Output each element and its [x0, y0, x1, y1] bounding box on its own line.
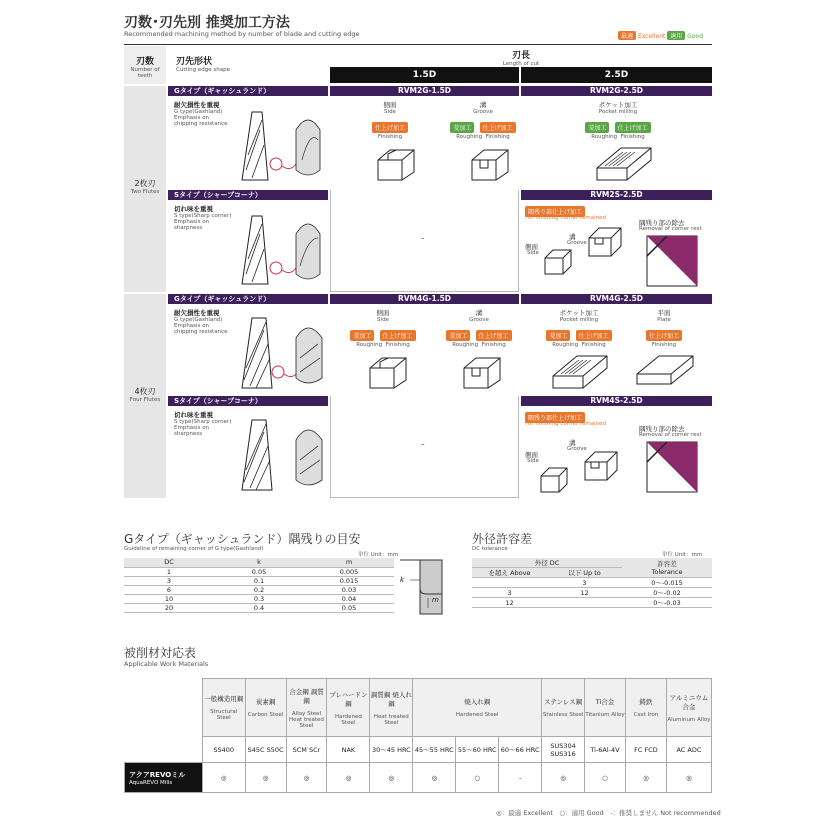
- tag-finishing-en: Finishing: [651, 342, 677, 348]
- tag-corner-finishing: 隅残り部仕上げ加工: [525, 412, 585, 423]
- legend-excellent-badge: 最適: [618, 31, 636, 40]
- header-m: m: [304, 558, 394, 567]
- removal-label-jp: 隅残り部の除去: [639, 425, 685, 433]
- groove-label-jp: 溝: [569, 233, 576, 241]
- rating-cell: ○: [456, 763, 499, 793]
- table-row: [472, 578, 712, 588]
- cell: 10: [124, 594, 214, 603]
- material-grade: Ti-6Al-4V: [585, 737, 626, 763]
- materials-table: [124, 678, 712, 793]
- guideline-unit: 単位 Unit：mm: [358, 552, 399, 558]
- cell: 3: [547, 578, 622, 588]
- groove-label-en: Groove: [567, 446, 587, 452]
- row-2s-emph-jp: 切れ味を重視: [174, 205, 213, 213]
- header-dc: 外径 DC: [472, 558, 622, 568]
- op-groove-jp: 溝: [479, 101, 487, 109]
- row-4g-emph-en1: G type(Gashland): [174, 317, 223, 323]
- hardened-steel-jp: 焼入れ鋼: [464, 698, 491, 706]
- not-available-dash: –: [421, 234, 425, 242]
- cell: 20: [124, 603, 214, 612]
- op-side-jp: 側面: [376, 309, 390, 317]
- header-k: k: [214, 558, 304, 567]
- four-flutes-jp: 4枚刃: [134, 387, 156, 396]
- row-4s-emph-en1: S type(Sharp corner): [174, 419, 232, 425]
- row-4g-type-title: Gタイプ（ギャッシュランド）: [168, 294, 328, 304]
- material-grade: SUS304 SUS316: [542, 737, 585, 763]
- row-2s-emph-en2: Emphasis on: [174, 219, 210, 225]
- cell: 0.1: [214, 576, 304, 585]
- op-plate: [639, 308, 689, 348]
- op-side-en: Side: [377, 317, 389, 323]
- legend-excellent-text: Excellent: [637, 33, 666, 40]
- header-tolerance-en: Tolerance: [651, 568, 683, 576]
- col-2-5d-head: 2.5D: [521, 67, 712, 83]
- edge-head: [168, 46, 328, 84]
- table-row: [124, 567, 394, 576]
- tag-finishing-en: Finishing: [385, 342, 410, 348]
- side-label-en: Side: [527, 250, 539, 256]
- op-side: [348, 308, 418, 348]
- material-en: Aluminum Alloy: [667, 716, 711, 723]
- header-dc: DC: [124, 558, 214, 567]
- cell: 0.005: [304, 567, 394, 576]
- page-title: 刃数･刃先別 推奨加工方法: [124, 15, 290, 31]
- cell: 0～-0.015: [622, 578, 712, 588]
- materials-subtitle: Applicable Work Materials: [124, 660, 209, 668]
- tag-finishing-en: Finishing: [377, 134, 403, 140]
- row-2g-emph-en2: Emphasis on: [174, 115, 210, 121]
- flutes-head-en: Number of teeth: [130, 67, 160, 79]
- row-4s-2-5d-cell: [521, 408, 712, 498]
- corner-remaining-diagram: [398, 558, 446, 616]
- flutes-head: [124, 46, 166, 84]
- cell: 3: [472, 588, 547, 598]
- plate-milling-block-icon: [635, 352, 695, 388]
- tag-roughing: 荒加工: [350, 330, 374, 341]
- row-4g-emph-jp: 耐欠損性を重視: [174, 309, 220, 317]
- row-2s-1-5d-cell-empty: [330, 190, 519, 292]
- table-row: [124, 603, 394, 612]
- tag-finishing: 仕上げ加工: [480, 122, 516, 133]
- g-type-2-flute-tool-illustration: [238, 100, 326, 186]
- op-pocket-en: Pocket milling: [598, 109, 638, 115]
- row-4g-emph-en3: chipping resistance: [174, 329, 228, 335]
- tag-corner-finishing: 隅残り部仕上げ加工: [525, 206, 585, 217]
- table-row: [124, 585, 394, 594]
- edge-head-en: Cutting edge shape: [176, 67, 230, 73]
- not-available-dash: –: [421, 440, 425, 448]
- page-subtitle: Recommended machining method by number of blade and cutting edge: [124, 30, 360, 38]
- tag-roughing-en: Roughing: [356, 342, 383, 348]
- groove-block-small-icon: [587, 224, 623, 258]
- tag-finishing-en: Finishing: [620, 134, 645, 140]
- material-jp: プレハードン鋼: [329, 690, 368, 708]
- material-jp: 調質鋼 焼入れ鋼: [370, 690, 412, 708]
- group-two-flutes-label: [124, 86, 166, 292]
- op-groove: [444, 308, 514, 348]
- material-grade: NAK: [327, 737, 370, 763]
- side-label-jp: 側面: [525, 243, 538, 251]
- rating-cell: ◎: [370, 763, 413, 793]
- two-flutes-en: Two Flutes: [130, 189, 160, 195]
- groove-block-small-icon: [583, 448, 619, 482]
- material-en: Carbon Steel: [247, 712, 284, 718]
- row-2s-emph-en3: sharpness: [174, 225, 203, 231]
- removal-label-en: Removal of corner rest: [639, 226, 702, 232]
- guideline-table: [124, 558, 394, 613]
- tag-roughing-en: Roughing: [456, 134, 483, 140]
- material-jp: ステンレス鋼: [544, 698, 583, 706]
- tag-finishing-en: Finishing: [485, 134, 510, 140]
- rating-cell: ◎: [625, 763, 666, 793]
- tag-roughing: 荒加工: [546, 330, 570, 341]
- row-4g-2-5d-cell: [521, 306, 712, 394]
- cell: 0.05: [214, 567, 304, 576]
- table-row: [472, 598, 712, 608]
- s-type-4-flute-tool-illustration: [238, 410, 326, 496]
- material-en: Heat treated Steel: [373, 713, 409, 726]
- cell: [472, 578, 547, 588]
- side-label-jp: 側面: [525, 451, 538, 459]
- table-row: [124, 594, 394, 603]
- product-name-jp: アクアREVOミル: [129, 770, 186, 779]
- material-en: Structural Steel: [210, 709, 238, 721]
- material-jp: 鋳鉄: [639, 698, 653, 706]
- tag-finishing: 仕上げ加工: [380, 330, 416, 341]
- loc-head: [330, 46, 712, 66]
- groove-label-jp: 溝: [569, 439, 576, 447]
- tag-corner-finishing-en: For finishing corner remained: [525, 421, 606, 427]
- rating-cell: ◎: [202, 763, 245, 793]
- side-label-en: Side: [527, 458, 539, 464]
- material-grade: AC ADC: [666, 737, 711, 763]
- rating-cell: ◎: [286, 763, 327, 793]
- corner-rest-zoom-icon: [645, 234, 699, 288]
- tolerance-title: 外径許容差: [472, 532, 533, 546]
- tag-finishing: 仕上げ加工: [576, 330, 612, 341]
- rating-cell: ◎: [666, 763, 711, 793]
- material-jp: 合金鋼 調質鋼: [289, 687, 324, 705]
- model-rvm2g-2-5d: RVM2G-2.5D: [521, 86, 712, 96]
- k-label: k: [400, 576, 405, 584]
- row-2s-type-title: Sタイプ（シャープコーナ）: [168, 190, 328, 200]
- two-flutes-jp: 2枚刃: [134, 179, 156, 188]
- m-label: m: [432, 596, 439, 604]
- op-groove: [448, 100, 518, 140]
- material-en: Cast Iron: [633, 712, 659, 718]
- cell: 12: [472, 598, 547, 608]
- row-2s-emph-en1: S type(Sharp corner): [174, 213, 232, 219]
- row-4s-type-title: Sタイプ（シャープコーナ）: [168, 396, 328, 406]
- op-groove-en: Groove: [469, 317, 489, 323]
- side-block-small-icon: [539, 464, 569, 494]
- row-4s-emph-en3: sharpness: [174, 431, 203, 437]
- material-jp: 炭素鋼: [255, 698, 276, 706]
- cell: 0.04: [304, 594, 394, 603]
- row-2g-2-5d-cell: [521, 98, 712, 188]
- material-jp: Ti合金: [595, 698, 615, 706]
- header-upto: 以下 Up to: [547, 568, 622, 578]
- header-tolerance: [622, 558, 712, 578]
- flutes-head-jp: 刃数: [135, 57, 154, 67]
- legend-good-text: Good: [687, 33, 704, 40]
- tag-finishing: 仕上げ加工: [476, 330, 512, 341]
- cell: 0～-0.02: [622, 588, 712, 598]
- row-2g-1-5d-cell: [330, 98, 519, 188]
- material-jp: アルミニウム合金: [669, 693, 709, 711]
- material-grade: 60～66 HRC: [499, 737, 542, 763]
- rating-cell: ◎: [542, 763, 585, 793]
- removal-label-jp: 隅残り部の除去: [639, 219, 685, 227]
- tag-roughing-en: Roughing: [591, 134, 618, 140]
- row-4s-emph-jp: 切れ味を重視: [174, 411, 213, 419]
- row-4g-1-5d-cell: [330, 306, 519, 394]
- material-en: Alloy Steel Heat treated Steel: [289, 710, 324, 729]
- pocket-milling-block-icon: [595, 138, 653, 182]
- legend: [618, 31, 703, 40]
- op-pocket-en: Pocket milling: [559, 317, 599, 323]
- cell: 0.4: [214, 603, 304, 612]
- side-block-small-icon: [543, 246, 573, 276]
- tag-roughing: 荒加工: [446, 330, 470, 341]
- tag-finishing: 仕上げ加工: [372, 122, 408, 133]
- row-4g-emph-en2: Emphasis on: [174, 323, 210, 329]
- model-rvm4s-2-5d: RVM4S-2.5D: [521, 396, 712, 406]
- removal-label-en: Removal of corner rest: [639, 432, 702, 438]
- product-name-en: AquaREVO Mills: [129, 779, 173, 786]
- cell: 6: [124, 585, 214, 594]
- row-2g-emph-jp: 耐欠損性を重視: [174, 101, 220, 109]
- table-row: [472, 588, 712, 598]
- cell: 0.3: [214, 594, 304, 603]
- blank-corner: [125, 679, 203, 737]
- model-rvm4g-2-5d: RVM4G-2.5D: [521, 294, 712, 304]
- material-grade: SS400: [202, 737, 245, 763]
- op-side: [370, 100, 410, 140]
- cell: 0.015: [304, 576, 394, 585]
- op-pocket-jp: ポケット加工: [559, 309, 599, 317]
- s-type-2-flute-tool-illustration: [238, 204, 326, 290]
- row-2g-emph-en3: chipping resistance: [174, 121, 228, 127]
- material-grade: 55～60 HRC: [456, 737, 499, 763]
- tolerance-subtitle: DC tolerance: [472, 546, 508, 552]
- cell: 0.03: [304, 585, 394, 594]
- loc-head-en: Length of cut: [502, 61, 540, 67]
- op-pocket: [581, 100, 655, 140]
- row-2s-2-5d-cell: [521, 202, 712, 292]
- tolerance-unit: 単位 Unit：mm: [662, 552, 703, 558]
- edge-head-jp: 刃先形状: [176, 57, 213, 67]
- tag-roughing: 荒加工: [450, 122, 474, 133]
- blank-corner: [125, 737, 203, 763]
- op-groove-en: Groove: [473, 109, 493, 115]
- model-rvm2g-1-5d: RVM2G-1.5D: [330, 86, 519, 96]
- cell: 1: [124, 567, 214, 576]
- tolerance-table: [472, 558, 712, 608]
- row-2g-emph-en1: G type(Gashland): [174, 109, 223, 115]
- rating-cell: ◎: [327, 763, 370, 793]
- cell: 0.2: [214, 585, 304, 594]
- row-4s-1-5d-cell-empty: [330, 396, 519, 498]
- cell: 3: [124, 576, 214, 585]
- four-flutes-en: Four Flutes: [129, 397, 161, 403]
- cell: 0～-0.03: [622, 598, 712, 608]
- table-top-rule: [124, 44, 712, 45]
- tag-finishing-en: Finishing: [481, 342, 506, 348]
- table-row: [124, 576, 394, 585]
- op-pocket-jp: ポケット加工: [598, 101, 638, 109]
- op-groove-jp: 溝: [475, 309, 483, 317]
- hardened-steel-en: Hardened Steel: [455, 712, 499, 718]
- g-type-4-flute-tool-illustration: [238, 308, 326, 394]
- op-plate-jp: 平面: [657, 309, 671, 317]
- tag-finishing-en: Finishing: [581, 342, 606, 348]
- rating-cell: ○: [585, 763, 626, 793]
- groove-milling-block-icon: [468, 142, 512, 182]
- loc-head-jp: 刃長: [511, 51, 530, 61]
- cell: [547, 598, 622, 608]
- material-grade: 30～45 HRC: [370, 737, 413, 763]
- material-grade: 45～55 HRC: [413, 737, 456, 763]
- row-2g-type-title: Gタイプ（ギャッシュランド）: [168, 86, 328, 96]
- op-pocket: [541, 308, 617, 348]
- material-en: Stainless Steel: [542, 712, 584, 718]
- tag-finishing: 仕上げ加工: [615, 122, 651, 133]
- group-four-flutes-label: [124, 294, 166, 498]
- material-grade: SCM SCr: [286, 737, 327, 763]
- tag-roughing: 荒加工: [585, 122, 609, 133]
- model-rvm4g-1-5d: RVM4G-1.5D: [330, 294, 519, 304]
- guideline-title: Gタイプ（ギャッシュランド）隅残りの目安: [124, 532, 361, 546]
- guideline-subtitle: Guideline of remaining corner of G type(Gashland): [124, 546, 264, 552]
- materials-title: 被削材対応表: [124, 646, 197, 660]
- op-side-jp: 側面: [383, 101, 397, 109]
- legend-good-badge: 適用: [667, 31, 685, 40]
- corner-rest-zoom-icon: [645, 440, 699, 494]
- rating-cell: -: [499, 763, 542, 793]
- tag-roughing-en: Roughing: [452, 342, 479, 348]
- ratings-legend: ◎：最適 Excellent ○：適用 Good -：推奨しません Not recommended: [496, 809, 721, 817]
- pocket-milling-block-icon: [551, 346, 609, 390]
- op-side-en: Side: [384, 109, 396, 115]
- groove-milling-block-icon: [460, 350, 504, 390]
- side-milling-block-icon: [366, 350, 410, 390]
- tag-corner-finishing-en: For finishing corner remained: [525, 215, 606, 221]
- header-tolerance-jp: 許容差: [657, 560, 677, 568]
- material-grade: FC FCD: [625, 737, 666, 763]
- cell: 0.05: [304, 603, 394, 612]
- material-jp: 一般構造用鋼: [204, 695, 244, 703]
- col-1-5d-head: 1.5D: [330, 67, 519, 83]
- material-en: Hardened Steel: [334, 713, 362, 726]
- row-4s-emph-en2: Emphasis on: [174, 425, 210, 431]
- model-rvm2s-2-5d: RVM2S-2.5D: [521, 190, 712, 200]
- material-en: Titanium Alloy: [585, 712, 625, 718]
- op-plate-en: Plate: [657, 317, 671, 323]
- header-above: を超え Above: [472, 568, 547, 578]
- rating-cell: ◎: [413, 763, 456, 793]
- material-grade: S45C S50C: [245, 737, 286, 763]
- tag-roughing-en: Roughing: [552, 342, 579, 348]
- side-milling-block-icon: [374, 142, 418, 182]
- rating-cell: ◎: [245, 763, 286, 793]
- cell: 12: [547, 588, 622, 598]
- product-label: [125, 763, 203, 793]
- groove-label-en: Groove: [567, 240, 587, 246]
- tag-finishing: 仕上げ加工: [646, 330, 682, 341]
